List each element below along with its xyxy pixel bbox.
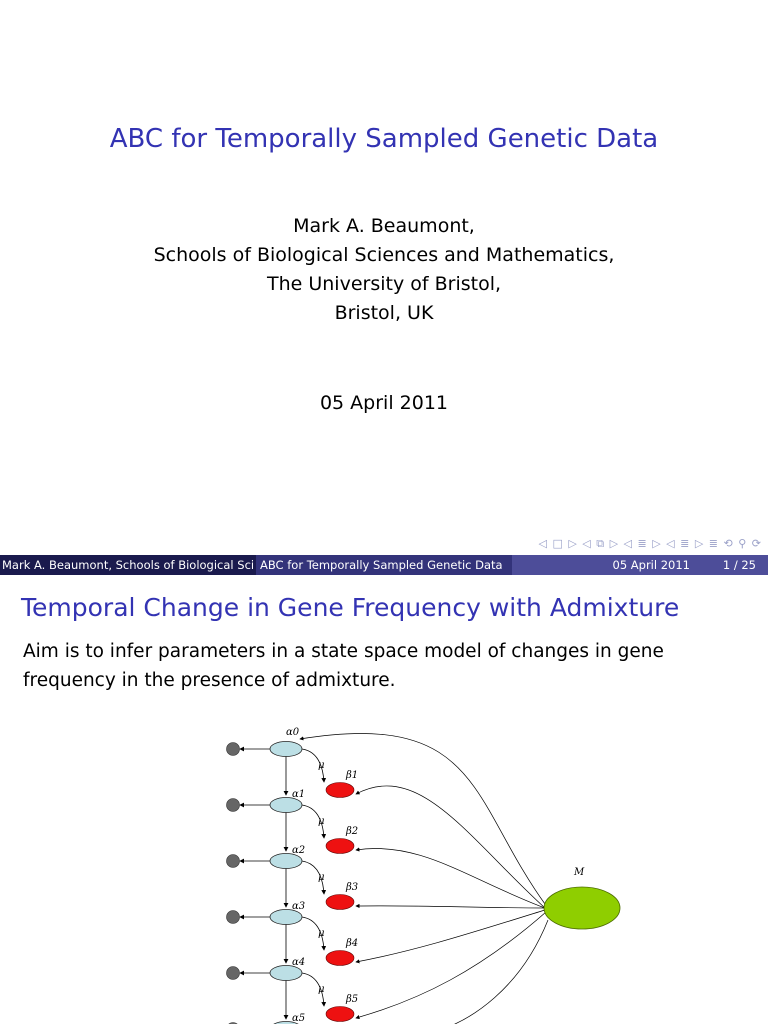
author-line: Schools of Biological Sciences and Mathematics, bbox=[153, 244, 615, 266]
state-space-diagram bbox=[0, 575, 768, 1024]
author-line: Bristol, UK bbox=[334, 302, 434, 324]
footer-author: Mark A. Beaumont, Schools of Biological Sci bbox=[0, 555, 256, 575]
m-label: M bbox=[574, 867, 585, 878]
footer-date-page bbox=[512, 555, 768, 575]
presentation-date: 05 April 2011 bbox=[319, 392, 449, 414]
m-arrows bbox=[300, 733, 548, 1024]
mu-label: μ bbox=[318, 984, 325, 995]
alpha-label: α4 bbox=[292, 957, 306, 968]
alpha-label: α0 bbox=[286, 727, 300, 738]
mu-label: μ bbox=[318, 760, 325, 771]
footer-title: ABC for Temporally Sampled Genetic Data bbox=[256, 555, 512, 575]
mu-label: μ bbox=[318, 928, 325, 939]
footer-bar bbox=[0, 555, 768, 575]
alpha-label: α5 bbox=[292, 1013, 306, 1024]
beta-label: β2 bbox=[346, 826, 359, 837]
beta-label: β5 bbox=[346, 994, 359, 1005]
observation-nodes bbox=[227, 743, 240, 1024]
alpha-label: α3 bbox=[292, 901, 306, 912]
observation-arrows bbox=[240, 749, 270, 1024]
beta-label: β3 bbox=[346, 882, 359, 893]
mu-label: μ bbox=[318, 872, 325, 883]
presentation-title: ABC for Temporally Sampled Genetic Data bbox=[109, 124, 659, 154]
m-node bbox=[544, 887, 620, 929]
footer-page-number: 1 / 25 bbox=[722, 558, 756, 572]
mu-labels bbox=[318, 760, 325, 995]
alpha-label: α2 bbox=[292, 845, 306, 856]
author-line: Mark A. Beaumont, bbox=[293, 215, 475, 237]
author-block bbox=[0, 212, 768, 328]
footer-date: 05 April 2011 bbox=[612, 558, 690, 572]
beta-labels bbox=[345, 770, 358, 1005]
beta-label: β1 bbox=[346, 770, 359, 781]
author-line: The University of Bristol, bbox=[266, 273, 502, 295]
alpha-label: α1 bbox=[292, 789, 306, 800]
beta-nodes bbox=[326, 783, 354, 1022]
aim-text: Aim is to infer parameters in a state space model of changes in gene frequency in the presence of admixture. bbox=[23, 641, 664, 691]
beamer-navigation-icons[interactable]: ◁ □ ▷ ◁ ⧉ ▷ ◁ ≣ ▷ ◁ ≣ ▷ ≣ ⟲ ⚲ ⟳ bbox=[538, 537, 762, 550]
frame-title: Temporal Change in Gene Frequency with Admixture bbox=[21, 593, 680, 622]
content-slide bbox=[0, 575, 768, 1024]
mu-label: μ bbox=[318, 816, 325, 827]
beta-label: β4 bbox=[346, 938, 359, 949]
